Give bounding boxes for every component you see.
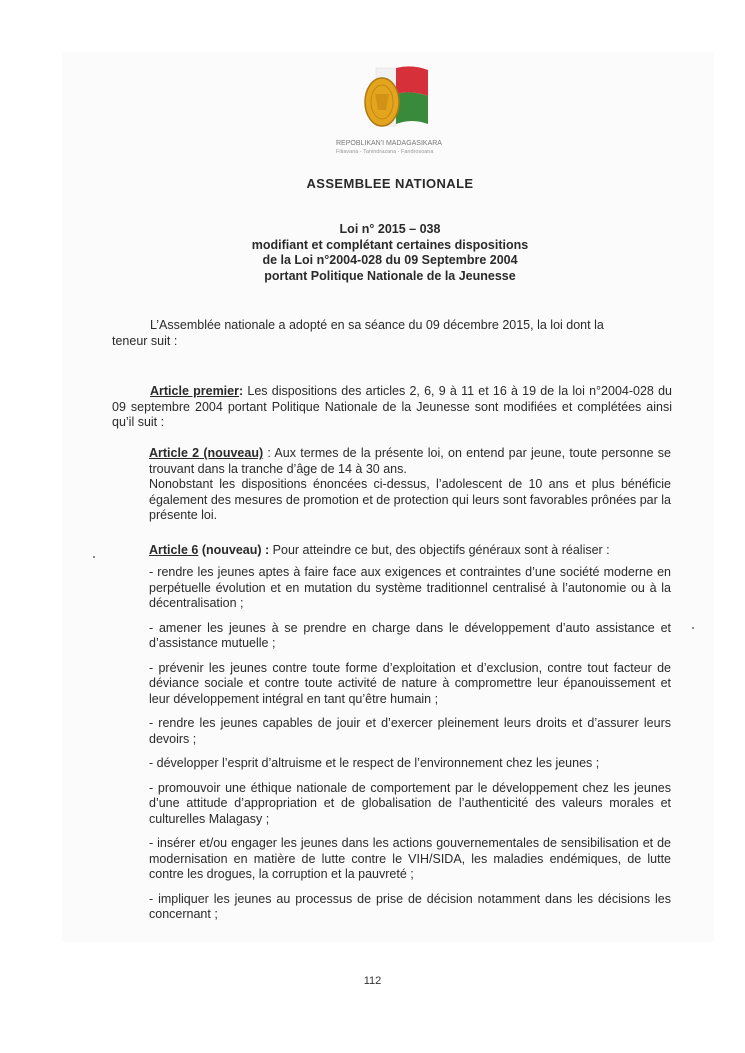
objective-item: - rendre les jeunes capables de jouir et d’exercer pleinement leurs droits et d’assurer leurs devoirs ; — [149, 716, 671, 746]
flag-red-band — [396, 66, 428, 96]
objective-item: - prévenir les jeunes contre toute forme d’exploitation et d’exclusion, contre tout facteur de déviance sociale et contre toute activité de nature à compromettre leur épanouissement et leur développement intégral en tant qu’être humain ; — [149, 660, 671, 706]
seal-icon — [365, 78, 399, 126]
objective-item: - amener les jeunes à se prendre en charge dans le développement d’auto assistance et d’assistance mutuelle ; — [149, 620, 671, 650]
objective-item: - promouvoir une éthique nationale de comportement par le développement chez les jeunes d’une attitude d’appropriation et de globalisation de l’authenticité des valeurs morales et culturelles Malagasy ; — [149, 780, 671, 826]
article-premier — [112, 384, 672, 431]
article-2-label-number: Article 2 — [149, 446, 200, 460]
intro-line2: teneur suit : — [112, 334, 178, 348]
law-title — [150, 222, 630, 284]
article-premier-label: Article premier — [150, 384, 239, 398]
objective-item: - rendre les jeunes aptes à faire face aux exigences et contraintes d’une société moderne en perpétuelle évolution et en mutation du système traditionnel centralisé à l’autonomie ou à la décentralisation ; — [149, 565, 671, 610]
article-2-par1 — [149, 446, 671, 477]
page-number: 112 — [363, 975, 382, 987]
emblem-caption-title: REPOBLIKAN'I MADAGASIKARA — [336, 140, 442, 147]
emblem-caption — [336, 140, 456, 156]
scan-speck — [93, 556, 95, 558]
article-2-label — [149, 446, 263, 460]
article-6-label-suffix: (nouveau) : — [198, 543, 270, 557]
emblem-caption-motto: Fitiavana - Tanindrazana - Fandrosoana — [336, 149, 434, 155]
objective-item: - impliquer les jeunes au processus de prise de décision notamment dans les décisions les concernant ; — [149, 891, 671, 921]
article-6-objectives — [149, 565, 671, 932]
flag-green-band — [396, 92, 428, 124]
article-2-par2: Nonobstant les dispositions énoncées ci-dessus, l’adolescent de 10 ans et plus bénéficie également des mesures de promotion et de protection qui leurs sont favorables prônées par la présente loi. — [149, 477, 671, 522]
law-number: Loi n° 2015 – 038 — [339, 222, 441, 236]
article-2-label-suffix: (nouveau) — [199, 446, 264, 460]
article-2 — [149, 446, 671, 524]
article-6-text: Pour atteindre ce but, des objectifs généraux sont à réaliser : — [269, 543, 610, 557]
law-title-line4: portant Politique Nationale de la Jeunesse — [264, 268, 516, 283]
law-title-line3: de la Loi n°2004-028 du 09 Septembre 2004 — [262, 253, 518, 267]
institution-heading: ASSEMBLEE NATIONALE — [306, 176, 474, 191]
objective-item: - insérer et/ou engager les jeunes dans les actions gouvernementales de sensibilisation et de modernisation en matière de lutte contre le VIH/SIDA, les maladies endémiques, de lutte contre les drogues, la corruption et la pauvreté ; — [149, 836, 671, 881]
article-6-label-number: Article 6 — [149, 543, 199, 557]
scan-speck — [692, 627, 694, 629]
law-title-line2: modifiant et complétant certaines dispositions — [251, 237, 529, 252]
objective-item: - développer l’esprit d’altruisme et le respect de l’environnement chez les jeunes ; — [149, 756, 600, 770]
article-premier-text: Les dispositions des articles 2, 6, 9 à 11 et 16 à 19 de la loi n°2004-028 du 09 septembre 2004 portant Politique Nationale de la Jeunesse sont modifiées et complétées ainsi qu’il suit : — [112, 384, 672, 429]
article-6-label — [149, 543, 269, 557]
article-6 — [149, 543, 671, 559]
article-2-text: : Aux termes de la présente loi, on entend par jeune, toute personne se trouvant dans la tranche d’âge de 14 à 30 ans. — [149, 446, 671, 476]
article-premier-colon: : — [238, 384, 244, 398]
intro-line1: L’Assemblée nationale a adopté en sa séance du 09 décembre 2015, la loi dont la — [150, 318, 604, 332]
